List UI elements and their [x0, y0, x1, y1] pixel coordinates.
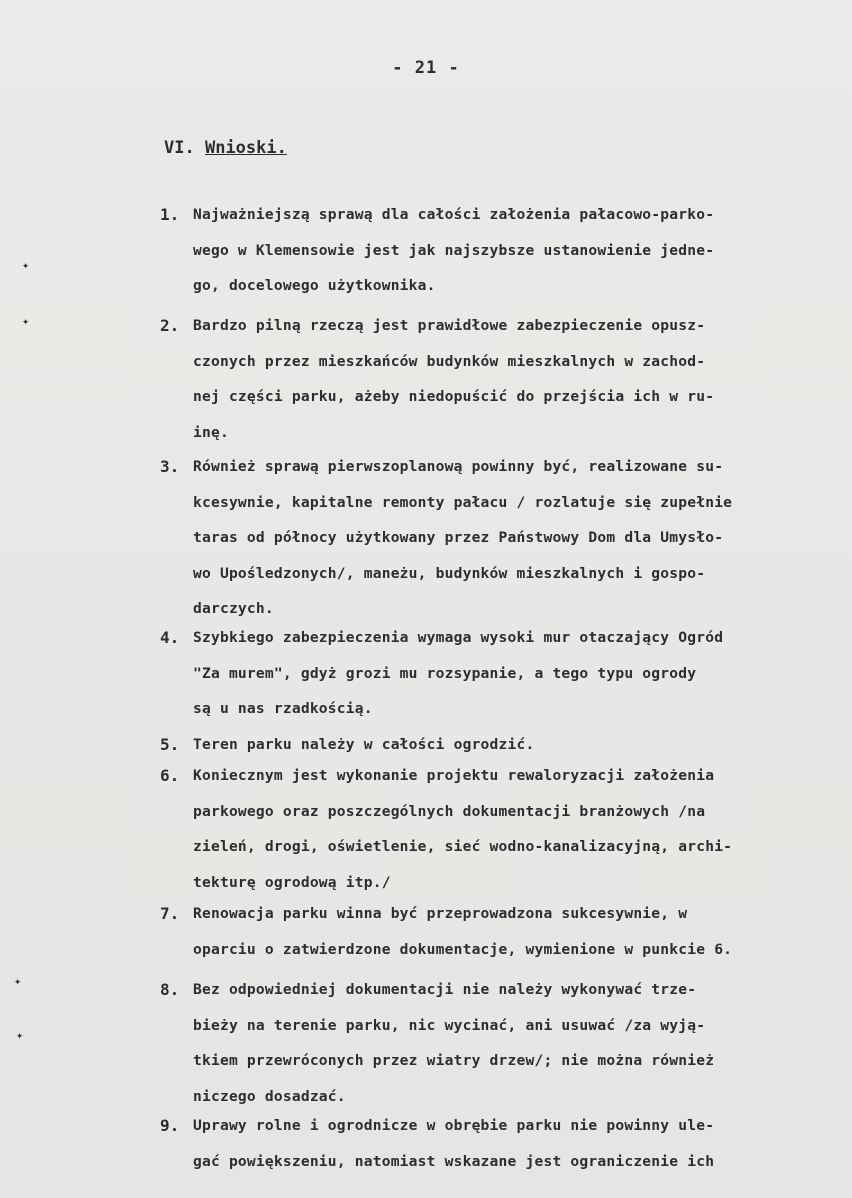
item-number: 9. — [160, 1116, 180, 1135]
item-text-line: kcesywnie, kapitalne remonty pałacu / rozlatuje się zupełnie — [193, 493, 733, 511]
item-text-line: taras od północy użytkowany przez Państwowy Dom dla Umysło- — [193, 529, 724, 546]
margin-mark: ✦ — [22, 314, 30, 328]
item-text-line: Bardzo pilną rzeczą jest prawidłowe zabezpieczenie opusz- — [193, 317, 706, 334]
item-text-line: parkowego oraz poszczególnych dokumentacji branżowych /na — [193, 802, 706, 820]
item-text-line: oparciu o zatwierdzone dokumentacje, wymienione w punkcie 6. — [193, 940, 733, 958]
item-text-line: zieleń, drogi, oświetlenie, sieć wodno-kanalizacyjną, archi- — [193, 838, 733, 855]
section-numeral: VI. — [164, 138, 195, 158]
item-text-line: nej części parku, ażeby niedopuścić do przejścia ich w ru- — [193, 388, 715, 405]
item-number: 1. — [160, 205, 180, 224]
item-text-line: są u nas rzadkością. — [193, 700, 373, 717]
item-text-line: tekturę ogrodową itp./ — [193, 873, 391, 891]
item-number: 2. — [160, 316, 180, 335]
item-text-line: Teren parku należy w całości ogrodzić. — [193, 736, 535, 753]
item-text-line: wo Upośledzonych/, maneżu, budynków mieszkalnych i gospo- — [193, 564, 706, 582]
margin-mark: ✦ — [22, 258, 30, 272]
section-heading — [164, 138, 287, 158]
item-number: 5. — [160, 735, 180, 754]
section-title: Wnioski. — [204, 138, 287, 158]
margin-mark: ✦ — [16, 1028, 24, 1042]
item-text-line: gać powiększeniu, natomiast wskazane jest ograniczenie ich — [193, 1152, 715, 1170]
item-text-line: tkiem przewróconych przez wiatry drzew/; nie można również — [193, 1052, 715, 1069]
item-number: 8. — [160, 980, 180, 999]
item-text-line: bieży na terenie parku, nic wycinać, ani usuwać /za wyją- — [193, 1016, 706, 1034]
item-text-line: Bez odpowiedniej dokumentacji nie należy wykonywać trze- — [193, 981, 697, 998]
item-text-line: Również sprawą pierwszoplanową powinny być, realizowane su- — [193, 458, 724, 475]
item-text-line: wego w Klemensowie jest jak najszybsze ustanowienie jedne- — [193, 241, 715, 259]
item-text-line: Najważniejszą sprawą dla całości założenia pałacowo-parko- — [193, 206, 715, 223]
page-number: - 21 - — [392, 58, 460, 78]
item-number: 7. — [160, 904, 180, 923]
item-text-line: Renowacja parku winna być przeprowadzona sukcesywnie, w — [193, 905, 688, 922]
item-text-line: inę. — [193, 423, 229, 441]
item-text-line: go, docelowego użytkownika. — [193, 277, 436, 294]
item-text-line: Uprawy rolne i ogrodnicze w obrębie parku nie powinny ule- — [193, 1117, 715, 1134]
item-text-line: darczych. — [193, 600, 274, 617]
item-number: 6. — [160, 766, 180, 785]
margin-mark: ✦ — [14, 974, 22, 988]
item-text-line: "Za murem", gdyż grozi mu rozsypanie, a tego typu ogrody — [193, 664, 697, 682]
item-text-line: czonych przez mieszkańców budynków mieszkalnych w zachod- — [193, 352, 706, 370]
item-text-line: Koniecznym jest wykonanie projektu rewaloryzacji założenia — [193, 767, 715, 784]
item-number: 3. — [160, 457, 180, 476]
item-text-line: niczego dosadzać. — [193, 1087, 346, 1105]
item-text-line: Szybkiego zabezpieczenia wymaga wysoki mur otaczający Ogród — [193, 629, 724, 646]
item-number: 4. — [160, 628, 180, 647]
